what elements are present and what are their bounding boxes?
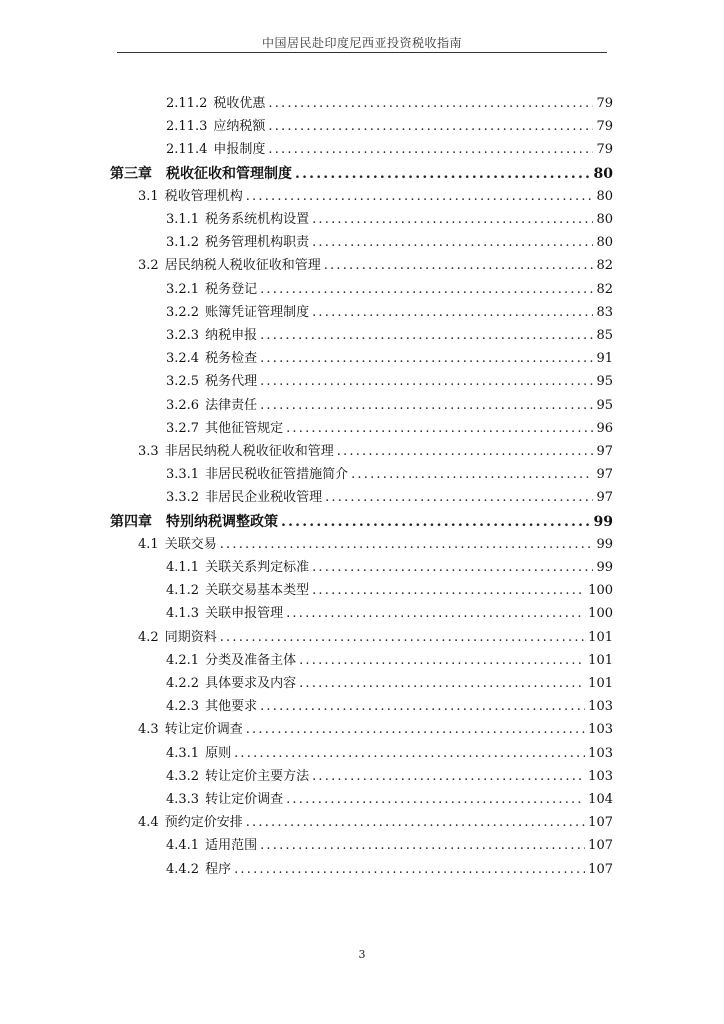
toc-entry-page: 95 xyxy=(596,374,613,390)
toc-entry xyxy=(166,582,613,600)
toc-dot-leader xyxy=(281,513,591,531)
toc-entry-page: 96 xyxy=(596,420,613,436)
toc-entry xyxy=(138,188,613,206)
toc-entry xyxy=(166,234,613,252)
toc-entry-page: 107 xyxy=(588,838,613,854)
toc-entry-number: 4.4.1 xyxy=(166,838,200,854)
toc-entry-page: 80 xyxy=(596,212,613,227)
toc-entry-title: 转让定价调查 xyxy=(205,792,284,807)
toc-dot-leader xyxy=(260,327,593,345)
toc-entry-title: 分类及准备主体 xyxy=(205,652,297,668)
toc-dot-leader xyxy=(260,373,593,391)
toc-entry-page: 103 xyxy=(588,722,613,738)
toc-entry-title: 税务系统机构设置 xyxy=(205,212,310,227)
toc-entry-page: 95 xyxy=(596,397,613,413)
toc-entry-number: 4.1.1 xyxy=(166,560,200,575)
toc-dot-leader xyxy=(246,814,585,832)
toc-entry-title: 非居民税收征管措施简介 xyxy=(205,467,349,483)
toc-entry-number: 第三章 xyxy=(110,165,152,182)
toc-entry xyxy=(166,559,613,577)
toc-entry-title: 税务代理 xyxy=(205,374,258,390)
toc-entry-page: 100 xyxy=(588,583,613,599)
toc-entry-page: 79 xyxy=(596,119,613,135)
toc-entry-title: 原则 xyxy=(205,745,232,761)
toc-dot-leader xyxy=(312,768,585,786)
toc-entry xyxy=(138,814,613,832)
toc-entry-title: 应纳税额 xyxy=(213,119,266,135)
toc-entry-title: 税收优惠 xyxy=(213,96,266,111)
toc-entry-title: 具体要求及内容 xyxy=(205,676,297,691)
toc-entry-number: 4.3.3 xyxy=(166,792,200,807)
toc-entry-title: 特别纳税调整政策 xyxy=(166,513,278,530)
toc-entry-number: 4.1 xyxy=(138,536,159,552)
toc-dot-leader xyxy=(312,304,593,322)
toc-entry-title: 关联关系判定标准 xyxy=(205,560,310,575)
toc-entry-number: 3.1.1 xyxy=(166,212,200,227)
toc-entry-number: 3.2.3 xyxy=(166,328,200,343)
toc-entry-page: 85 xyxy=(596,328,613,343)
toc-entry xyxy=(166,466,613,484)
toc-entry-page: 91 xyxy=(596,351,613,367)
toc-entry-number: 4.2.1 xyxy=(166,652,200,668)
toc-dot-leader xyxy=(295,165,591,183)
toc-entry-number: 4.4.2 xyxy=(166,861,200,877)
toc-entry-number: 4.1.2 xyxy=(166,583,200,599)
toc-entry xyxy=(166,861,613,879)
toc-entry xyxy=(166,675,613,693)
toc-chapter-entry xyxy=(110,165,613,183)
toc-entry xyxy=(166,698,613,716)
toc-entry-number: 3.2.1 xyxy=(166,281,200,297)
toc-dot-leader xyxy=(220,629,585,647)
toc-entry-page: 99 xyxy=(596,536,613,552)
toc-entry-number: 4.4 xyxy=(138,815,159,831)
toc-entry xyxy=(166,397,613,415)
toc-entry-number: 3.3.2 xyxy=(166,490,200,506)
toc-entry-title: 税务登记 xyxy=(205,281,258,297)
toc-entry xyxy=(166,141,613,159)
toc-dot-leader xyxy=(268,118,593,136)
toc-entry-number: 4.3.1 xyxy=(166,745,200,761)
toc-entry-number: 4.3 xyxy=(138,722,159,738)
toc-entry-number: 2.11.4 xyxy=(166,142,208,158)
toc-entry-page: 104 xyxy=(588,792,613,807)
toc-entry-number: 3.2.6 xyxy=(166,397,200,413)
toc-dot-leader xyxy=(260,281,593,299)
toc-entry-title: 关联交易基本类型 xyxy=(205,583,310,599)
toc-entry-title: 关联交易 xyxy=(164,536,217,552)
toc-entry-number: 第四章 xyxy=(110,513,152,530)
toc-entry-title: 申报制度 xyxy=(213,142,266,158)
toc-dot-leader xyxy=(246,188,594,206)
toc-entry xyxy=(166,350,613,368)
toc-dot-leader xyxy=(312,559,593,577)
toc-dot-leader xyxy=(312,582,585,600)
toc-entry-title: 非居民纳税人税收征收和管理 xyxy=(164,444,334,459)
toc-entry-title: 税收征收和管理制度 xyxy=(166,165,292,182)
toc-entry-number: 3.2.4 xyxy=(166,351,200,367)
toc-entry-number: 3.2 xyxy=(138,258,159,274)
toc-entry-page: 103 xyxy=(588,745,613,761)
toc-entry xyxy=(166,605,613,623)
toc-dot-leader xyxy=(260,837,585,855)
toc-entry xyxy=(166,211,613,229)
toc-entry-title: 账簿凭证管理制度 xyxy=(205,304,310,320)
toc-dot-leader xyxy=(260,698,585,716)
toc-entry-title: 居民纳税人税收征收和管理 xyxy=(164,258,321,274)
toc-entry-page: 107 xyxy=(588,815,613,831)
toc-entry-page: 79 xyxy=(596,96,613,111)
toc-entry xyxy=(166,373,613,391)
toc-entry-title: 税务检查 xyxy=(205,351,258,367)
toc-entry-title: 预约定价安排 xyxy=(164,815,243,831)
toc-dot-leader xyxy=(312,234,593,252)
toc-entry-title: 法律责任 xyxy=(205,397,258,413)
toc-entry xyxy=(138,257,613,275)
toc-entry-number: 4.3.2 xyxy=(166,768,200,784)
toc-dot-leader xyxy=(299,652,585,670)
toc-entry-title: 转让定价调查 xyxy=(164,722,243,738)
toc-entry-title: 非居民企业税收管理 xyxy=(205,490,323,506)
toc-entry xyxy=(138,629,613,647)
toc-entry-page: 80 xyxy=(596,235,613,251)
toc-entry xyxy=(166,791,613,809)
toc-entry-number: 4.2.3 xyxy=(166,699,200,715)
toc-entry xyxy=(166,768,613,786)
toc-entry-page: 97 xyxy=(596,444,613,459)
toc-dot-leader xyxy=(299,675,585,693)
toc-entry-page: 97 xyxy=(596,467,613,483)
toc-entry-page: 107 xyxy=(588,861,613,877)
toc-entry-number: 2.11.3 xyxy=(166,119,208,135)
toc-entry-page: 100 xyxy=(588,606,613,622)
toc-entry-page: 99 xyxy=(593,513,613,530)
toc-entry xyxy=(166,118,613,136)
toc-entry-title: 程序 xyxy=(205,861,232,877)
toc-entry-page: 99 xyxy=(596,560,613,575)
toc-entry-title: 适用范围 xyxy=(205,838,258,854)
toc-entry-page: 80 xyxy=(596,188,613,204)
toc-entry xyxy=(166,327,613,345)
toc-entry-number: 2.11.2 xyxy=(166,96,208,111)
toc-entry-title: 其他征管规定 xyxy=(205,420,284,436)
toc-entry-number: 3.3.1 xyxy=(166,467,200,483)
toc-dot-leader xyxy=(351,466,593,484)
toc-entry xyxy=(138,721,613,739)
toc-entry-number: 3.2.5 xyxy=(166,374,200,390)
toc-entry-page: 83 xyxy=(596,304,613,320)
toc-entry-page: 101 xyxy=(588,652,613,668)
toc-dot-leader xyxy=(312,211,593,229)
toc-entry xyxy=(166,652,613,670)
toc-entry-page: 101 xyxy=(588,676,613,691)
toc-entry-number: 3.2.2 xyxy=(166,304,200,320)
toc-entry-number: 4.1.3 xyxy=(166,606,200,622)
toc-entry-title: 税收管理机构 xyxy=(164,188,243,204)
toc-dot-leader xyxy=(234,861,585,879)
toc-dot-leader xyxy=(268,95,593,113)
toc-dot-leader xyxy=(246,721,585,739)
toc-dot-leader xyxy=(268,141,593,159)
toc-entry xyxy=(166,304,613,322)
toc-entry xyxy=(166,837,613,855)
toc-dot-leader xyxy=(234,745,585,763)
toc-entry xyxy=(138,536,613,554)
toc-entry-number: 3.1.2 xyxy=(166,235,200,251)
toc-entry xyxy=(166,745,613,763)
toc-entry-page: 79 xyxy=(596,142,613,158)
toc-dot-leader xyxy=(325,489,593,507)
toc-entry-page: 103 xyxy=(588,699,613,715)
toc-entry-page: 82 xyxy=(596,281,613,297)
toc-entry-page: 101 xyxy=(588,629,613,645)
toc-entry-page: 82 xyxy=(596,258,613,274)
toc-entry-title: 关联申报管理 xyxy=(205,606,284,622)
toc-entry-page: 103 xyxy=(588,768,613,784)
toc-chapter-entry xyxy=(110,513,613,531)
toc-entry xyxy=(166,420,613,438)
toc-entry-number: 4.2.2 xyxy=(166,676,200,691)
toc-entry-title: 同期资料 xyxy=(164,629,217,645)
toc-dot-leader xyxy=(286,420,593,438)
toc-dot-leader xyxy=(286,791,585,809)
toc-dot-leader xyxy=(324,257,594,275)
toc-entry-title: 其他要求 xyxy=(205,699,258,715)
toc-entry xyxy=(166,95,613,113)
toc-entry-number: 3.1 xyxy=(138,188,159,204)
toc-entry-number: 4.2 xyxy=(138,629,159,645)
running-header: 中国居民赴印度尼西亚投资税收指南 xyxy=(261,36,462,50)
toc-entry xyxy=(166,281,613,299)
toc-entry-title: 税务管理机构职责 xyxy=(205,235,310,251)
toc-dot-leader xyxy=(260,397,593,415)
toc-entry xyxy=(138,443,613,461)
toc-dot-leader xyxy=(220,536,594,554)
toc-entry-number: 3.2.7 xyxy=(166,420,200,436)
toc-entry-number: 3.3 xyxy=(138,444,159,459)
toc-dot-leader xyxy=(337,443,594,461)
toc-entry-page: 80 xyxy=(593,165,613,182)
toc-entry-title: 转让定价主要方法 xyxy=(205,768,310,784)
page-number: 3 xyxy=(358,948,366,961)
toc-entry-page: 97 xyxy=(596,490,613,506)
toc-dot-leader xyxy=(286,605,585,623)
toc-entry xyxy=(166,489,613,507)
toc-entry-title: 纳税申报 xyxy=(205,328,258,343)
toc-dot-leader xyxy=(260,350,593,368)
